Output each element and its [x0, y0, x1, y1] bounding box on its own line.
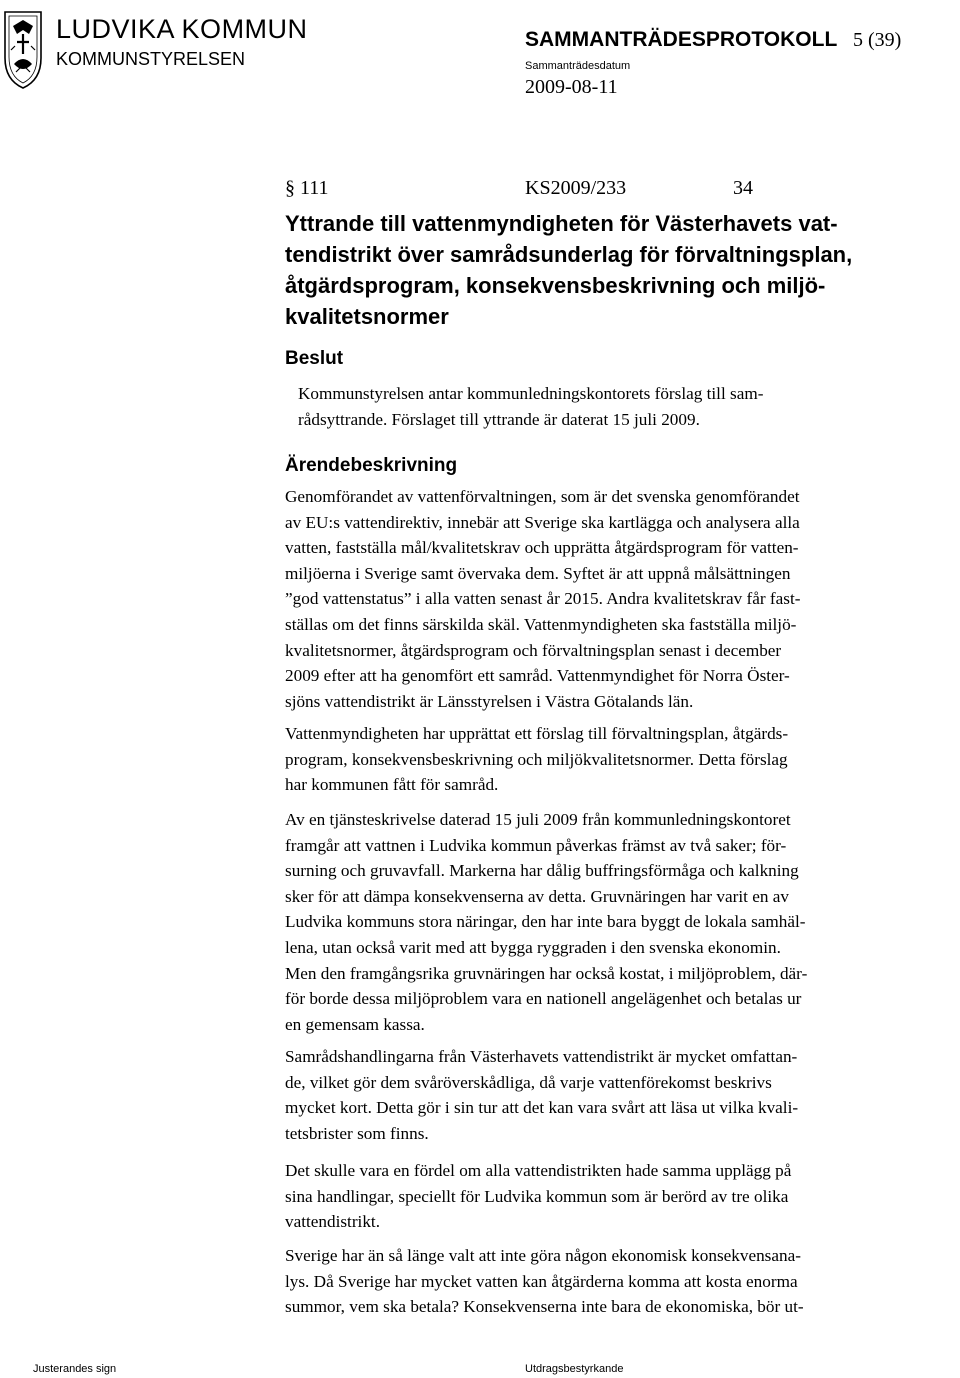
decision-heading: Beslut — [285, 348, 344, 369]
text-line: sker för att dämpa konsekvenserna av detta. Gruvnäringen har varit en av — [285, 886, 789, 906]
text-line: miljöerna i Sverige samt övervaka dem. Syftet är att uppnå målsättningen — [285, 563, 791, 583]
text-line: vattendistrikt. — [285, 1212, 380, 1232]
item-title — [285, 208, 945, 332]
case-reference: 34 — [733, 177, 753, 199]
item-title-line: åtgärdsprogram, konsekvensbeskrivning och miljö- — [285, 273, 826, 298]
text-line: Ludvika kommuns stora näringar, den har inte bara byggt de lokala samhäl- — [285, 912, 806, 932]
text-line: en gemensam kassa. — [285, 1014, 425, 1034]
paragraph — [285, 721, 788, 798]
document-title: SAMMANTRÄDESPROTOKOLL — [525, 28, 838, 51]
item-title-line: tendistrikt över samrådsunderlag för förvaltningsplan, — [285, 242, 853, 267]
text-line: kvalitetsnormer, åtgärdsprogram och förvaltningsplan senast i december — [285, 640, 782, 660]
meeting-date-label: Sammanträdesdatum — [525, 60, 631, 72]
text-line: lys. Då Sverige har mycket vatten kan åtgärderna komma att kosta enorma — [285, 1271, 798, 1291]
paragraph-sign: § — [285, 177, 295, 199]
text-line: Genomförandet av vattenförvaltningen, som är det svenska genomförandet — [285, 487, 800, 506]
paragraph — [285, 1243, 804, 1320]
text-line: program, konsekvensbeskrivning och miljökvalitetsnormer. Detta förslag — [285, 749, 788, 769]
text-line: Av en tjänsteskrivelse daterad 15 juli 2009 från kommunledningskontoret — [285, 810, 791, 829]
text-line: ställas om det finns särskilda skäl. Vattenmyndigheten ska fastställa miljö- — [285, 614, 797, 634]
paragraph — [285, 1158, 791, 1235]
text-line: Samrådshandlingarna från Västerhavets vattendistrikt är mycket omfattan- — [285, 1047, 798, 1066]
paragraph — [285, 1044, 798, 1146]
text-line: Sverige har än så länge valt att inte göra någon ekonomisk konsekvensana- — [285, 1246, 801, 1265]
extract-certification-label: Utdragsbestyrkande — [525, 1363, 624, 1375]
case-description-heading: Ärendebeskrivning — [285, 455, 458, 476]
text-line: Kommunstyrelsen antar kommunledningskontorets förslag till sam- — [298, 384, 764, 403]
org-department: KOMMUNSTYRELSEN — [56, 49, 246, 69]
text-line: de, vilket gör dem svåröverskådliga, då varje vattenförekomst beskrivs — [285, 1072, 772, 1092]
text-line: Det skulle vara en fördel om alla vattendistrikten hade samma upplägg på — [285, 1161, 792, 1180]
text-line: tetsbrister som finns. — [285, 1123, 429, 1143]
text-line: sjöns vattendistrikt är Länsstyrelsen i Västra Götalands län. — [285, 691, 694, 711]
item-title-line: kvalitetsnormer — [285, 304, 449, 329]
paragraph — [285, 807, 807, 1037]
text-line: ”god vattenstatus” i alla vatten senast år 2015. Andra kvalitetskrav får fast- — [285, 589, 801, 609]
decision-text — [298, 381, 763, 432]
text-line: 2009 efter att ha genomfört ett samråd. Vattenmyndighet för Norra Öster- — [285, 666, 790, 686]
text-line: har kommunen fått för samråd. — [285, 775, 499, 795]
text-line: sina handlingar, speciellt för Ludvika kommun som är berörd av tre olika — [285, 1186, 789, 1206]
page-number: 5 (39) — [853, 29, 902, 51]
text-line: mycket kort. Detta gör i sin tur att det kan vara svårt att läsa ut vilka kvali- — [285, 1098, 799, 1118]
text-line: summor, vem ska betala? Konsekvenserna inte bara de ekonomiska, bör ut- — [285, 1297, 804, 1317]
text-line: vatten, fastställa mål/kvalitetskrav och upprätta åtgärdsprogram för vatten- — [285, 538, 799, 558]
text-line: Men den framgångsrika gruvnäringen har också kostat, i miljöproblem, där- — [285, 963, 808, 983]
case-number: KS2009/233 — [525, 177, 627, 199]
paragraph — [285, 484, 800, 714]
text-line: framgår att vattnen i Ludvika kommun påverkas främst av två saker; för- — [285, 835, 787, 855]
paragraph-number: 111 — [300, 177, 329, 199]
text-line: av EU:s vattendirektiv, innebär att Sverige ska kartlägga och analysera alla — [285, 512, 800, 532]
org-name: LUDVIKA KOMMUN — [56, 14, 308, 44]
text-line: för borde dessa miljöproblem vara en nationell angelägenhet och betalas ur — [285, 989, 802, 1009]
adjuster-signature-label: Justerandes sign — [33, 1363, 117, 1375]
item-title-line: Yttrande till vattenmyndigheten för Västerhavets vat- — [285, 211, 838, 236]
text-line: surning och gruvavfall. Markerna har dålig buffringsförmåga och kalkning — [285, 861, 799, 881]
text-line: lena, utan också varit med att bygga ryggraden i den svenska ekonomin. — [285, 937, 781, 957]
municipal-crest-icon — [2, 8, 44, 90]
text-line: Vattenmyndigheten har upprättat ett förslag till förvaltningsplan, åtgärds- — [285, 724, 789, 743]
meeting-date: 2009-08-11 — [525, 76, 618, 98]
text-line: rådsyttrande. Förslaget till yttrande är daterat 15 juli 2009. — [298, 409, 700, 429]
